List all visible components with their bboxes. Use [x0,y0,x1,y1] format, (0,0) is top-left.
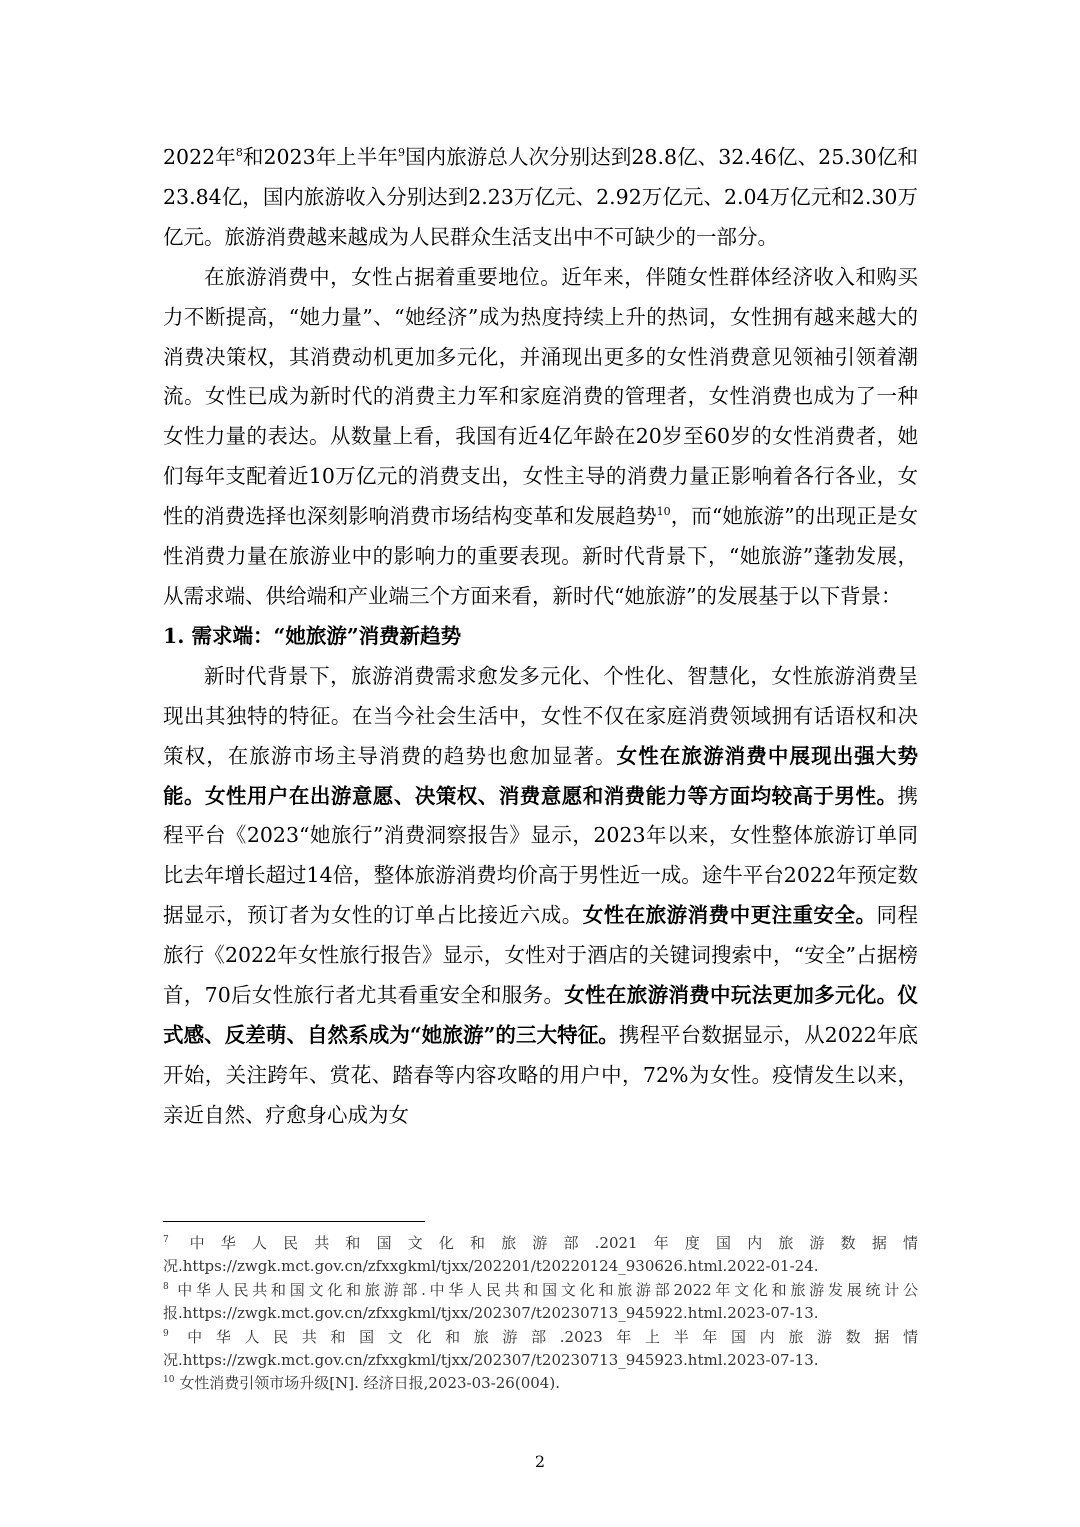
footnote-10 [163,1372,918,1395]
bold-text-run: 女性在旅游消费中展现出强大势能。女性用户在出游意愿、决策权、消费意愿和消费能力等方面均较高于男性。 [163,743,919,808]
footnote-text: 中华人民共和国文化和旅游部.2021年度国内旅游数据情况.https://zwgk.mct.gov.cn/zfxxgkml/tjxx/202201/t20220124_930626.html.2022-01-24. [163,1234,918,1276]
footnote-ref-10[interactable]: 10 [656,505,671,519]
paragraph-demand-side [163,657,918,1136]
paragraph-tourism-stats [163,138,918,258]
text-run: 在旅游消费中，女性占据着重要地位。近年来，伴随女性群体经济收入和购买力不断提高，“她力量”、“她经济”成为热度持续上升的热词，女性拥有越来越大的消费决策权，其消费动机更加多元化，并涌现出更多的女性消费意见领袖引领着潮流。女性已成为新时代的消费主力军和家庭消费的管理者，女性消费也成为了一种女性力量的表达。从数量上看，我国有近4亿年龄在20岁至60岁的女性消费者，她们每年支配着近10万亿元的消费支出，女性主导的消费力量正影响着各行各业，女性的消费选择也深刻影响消费市场结构变革和发展趋势 [163,264,918,529]
footnote-number: 7 [163,1235,169,1245]
text-run: 国内旅游总人次分别达到28.8亿、32.46亿、25.30亿和23.84亿，国内旅游收入分别达到2.23万亿元、2.92万亿元、2.04万亿元和2.30万亿元。旅游消费越来越成为人民群众生活支出中不可缺少的一部分。 [163,145,918,249]
page-number: 2 [534,1452,546,1471]
text-run: 2022年 [163,145,236,169]
section-heading: 1. 需求端：“她旅游”消费新趋势 [163,623,462,648]
main-text [163,138,918,1136]
footnote-ref-9[interactable]: 9 [398,146,406,160]
footnote-text: 中华人民共和国文化和旅游部.中华人民共和国文化和旅游部2022年文化和旅游发展统计公报.https://zwgk.mct.gov.cn/zfxxgkml/tjxx/202307/t20230713_945922.html.2023-07-13. [163,1280,918,1323]
text-run: 携程平台《2023“她旅行”消费洞察报告》显示，2023年以来，女性整体旅游订单同比去年增长超过14倍，整体旅游消费均价高于男性近一成。途牛平台2022年预定数据显示，预订者为女性的订单占比接近六成。 [163,783,918,928]
footnote-separator [163,1221,425,1222]
text-run: 和2023年上半年 [242,145,399,169]
footnote-text: 女性消费引领市场升级[N]. 经济日报,2023-03-26(004). [179,1374,560,1393]
footnote-8 [163,1279,918,1326]
footnote-number: 8 [163,1281,169,1292]
footnote-text: 中华人民共和国文化和旅游部.2023年上半年国内旅游数据情况.https://zwgk.mct.gov.cn/zfxxgkml/tjxx/202307/t20230713_945923.html.2023-07-13. [163,1327,918,1370]
text-run: ，而“她旅游”的出现正是女性消费力量在旅游业中的影响力的重要表现。新时代背景下，“她旅游”蓬勃发展，从需求端、供给端和产业端三个方面来看，新时代“她旅游”的发展基于以下背景： [163,504,918,608]
footnotes [163,1232,918,1396]
footnote-ref-8[interactable]: 8 [235,146,243,160]
text-run: 携程平台数据显示，从2022年底开始，关注跨年、赏花、踏春等内容攻略的用户中，72%为女性。疫情发生以来，亲近自然、疗愈身心成为女 [163,1022,918,1127]
text-run: 同程旅行《2022年女性旅行报告》显示，女性对于酒店的关键词搜索中，“安全”占据榜首，70后女性旅行者尤其看重安全和服务。 [163,903,919,1008]
footnote-7 [163,1232,918,1279]
bold-text-run: 女性在旅游消费中玩法更加多元化。仪式感、反差萌、自然系成为“她旅游”的三大特征。 [163,983,918,1047]
footnote-9 [163,1326,918,1373]
footnote-number: 9 [163,1328,169,1339]
footnote-number: 10 [163,1375,175,1386]
bold-text-run: 女性在旅游消费中更注重安全。 [582,903,877,928]
text-run: 新时代背景下，旅游消费需求愈发多元化、个性化、智慧化，女性旅游消费呈现出其独特的特征。在当今社会生活中，女性不仅在家庭消费领域拥有话语权和决策权，在旅游市场主导消费的趋势也愈加显著。 [163,663,918,768]
paragraph-women-consumption [163,258,918,617]
